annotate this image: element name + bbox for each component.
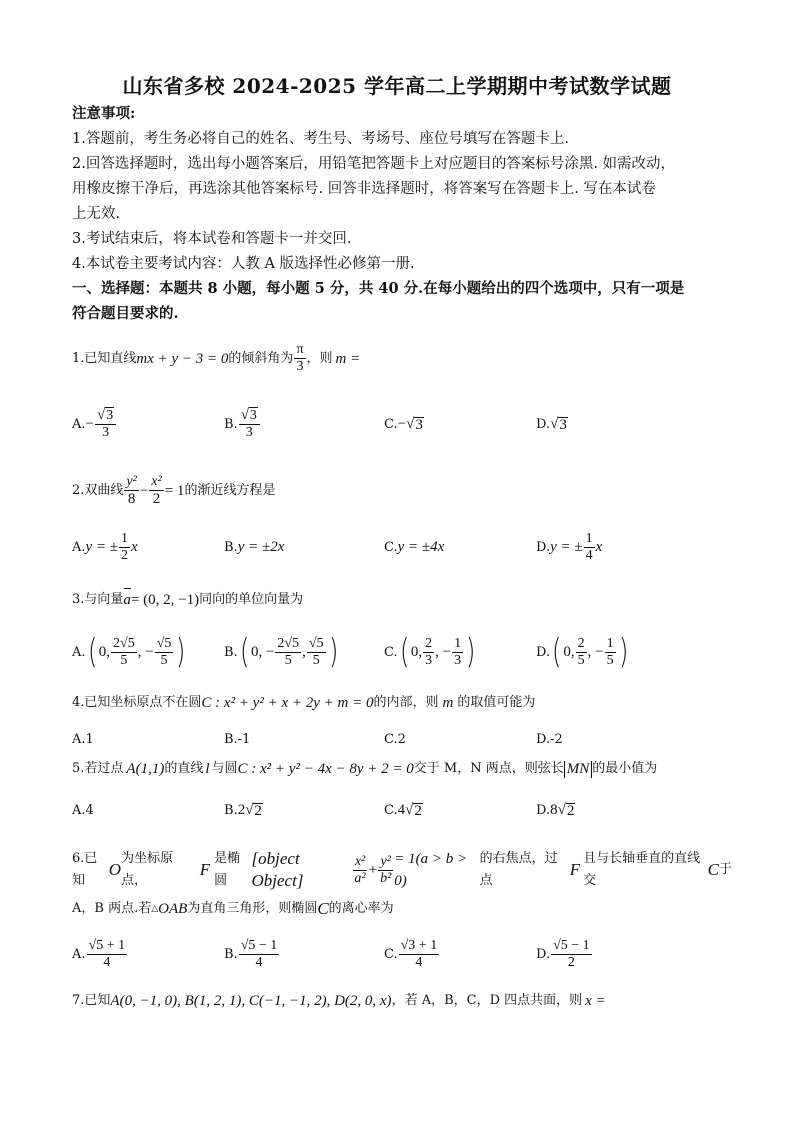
q3-option-c[interactable]: C. ( 0, $\frac{2}{3}$ , − $\frac{1}{3}$ ) bbox=[384, 632, 476, 672]
q1-option-d[interactable]: D. √ 3 bbox=[536, 415, 567, 433]
q1-options bbox=[72, 403, 732, 445]
q5-option-a[interactable]: A.4 bbox=[72, 802, 94, 818]
q4-option-b[interactable]: B.-1 bbox=[224, 731, 251, 747]
q1-option-a[interactable]: A. − √ 3 3 bbox=[72, 403, 117, 445]
question-6-cont: A，B 两点.若 △ OAB 为直角三角形，则椭圆 C 的离心率为 bbox=[72, 899, 394, 918]
q3-option-a[interactable]: A. ( 0, $\frac{2√5}{5}$ , − $\frac{√5}{5}$ ) bbox=[72, 632, 186, 672]
section-heading-cont: 符合题目要求的. bbox=[72, 305, 179, 322]
q5-options bbox=[72, 795, 732, 825]
q1-option-b[interactable]: B. √ 3 3 bbox=[224, 403, 261, 445]
vector-a: a bbox=[123, 589, 131, 611]
note-line: 用橡皮擦干净后，再选涂其他答案标号. 回答非选择题时，将答案写在答题卡上. 写在本试卷 bbox=[72, 181, 656, 197]
q4-option-c[interactable]: C.2 bbox=[384, 731, 406, 747]
q3-option-b[interactable]: B. ( 0, − $\frac{2√5}{5}$ , $\frac{√5}{5}$ ) bbox=[224, 632, 338, 672]
q6-option-d[interactable]: D. $\frac{√5 - 1}{2}$ bbox=[536, 937, 590, 970]
q4-option-a[interactable]: A.1 bbox=[72, 731, 94, 747]
section-heading: 一、选择题：本题共 8 小题，每小题 5 分，共 40 分.在每小题给出的四个选项中，只有一项是 bbox=[72, 280, 685, 297]
note-line: 3.考试结束后，将本试卷和答题卡一并交回. bbox=[72, 231, 352, 247]
q6-options bbox=[72, 932, 732, 976]
q6-option-b[interactable]: B. $\frac{√5 - 1}{4}$ bbox=[224, 937, 278, 970]
note-line: 上无效. bbox=[72, 206, 121, 222]
question-4: 4.已知坐标原点不在圆 C : x² + y² + x + 2y + m = 0 的内部，则 m 的取值可能为 bbox=[72, 695, 536, 711]
q5-option-c[interactable]: C. 4 √ 2 bbox=[384, 801, 422, 819]
chord-length: MN bbox=[564, 761, 593, 778]
q1-angle: $\frac{\pi}{3}$ bbox=[296, 342, 304, 374]
question-7: 7.已知 A(0, −1, 0), B(1, 2, 1), C(−1, −1, 2), D(2, 0, x) ，若 A，B，C，D 四点共面，则 x = bbox=[72, 993, 606, 1009]
q4-option-d[interactable]: D.-2 bbox=[536, 731, 563, 747]
q1-option-c[interactable]: C. − √ 3 bbox=[384, 415, 423, 433]
page-title: 山东省多校 2024-2025 学年高二上学期期中考试数学试题 bbox=[122, 74, 672, 98]
q2-option-d[interactable]: D. y = ± $\frac{1}{4}$ x bbox=[536, 530, 603, 563]
q6-option-c[interactable]: C. $\frac{√3 + 1}{4}$ bbox=[384, 937, 438, 970]
q5-option-b[interactable]: B. 2 √ 2 bbox=[224, 801, 262, 819]
note-line: 2.回答选择题时，选出每小题答案后，用铅笔把答题卡上对应题目的答案标号涂黑. 如需改动， bbox=[72, 156, 676, 172]
q1-equation: mx + y − 3 = 0 bbox=[136, 350, 229, 367]
question-6: 6.已知 O 为坐标原点， F 是椭圆 [object Object] $\frac{\text{x²}}{\text{a²}}$ + $\frac{\text{y²}}{\text{b²}}$ = 1(a > b > 0) 的右焦点，过点 F 且与长轴垂直的直线交 C 于 bbox=[72, 849, 732, 890]
q2-option-b[interactable]: B. y = ±2x bbox=[224, 538, 285, 555]
note-line: 4.本试卷主要考试内容：人教 A 版选择性必修第一册. bbox=[72, 256, 415, 272]
q2-options bbox=[72, 526, 732, 568]
question-1: 1.已知直线 mx + y − 3 = 0 的倾斜角为 $\frac{\pi}{3}$ ，则 m = bbox=[72, 342, 361, 374]
q2-option-a[interactable]: A. y = ± $\frac{1}{2}$ x bbox=[72, 530, 138, 563]
question-5: 5.若过点 A(1,1) 的直线 l 与圆 C : x² + y² − 4x − 8y + 2 = 0 交于 M，N 两点，则弦长 MN 的最小值为 bbox=[72, 760, 658, 777]
question-3: 3.与向量 a = (0, 2, −1) 同向的单位向量为 bbox=[72, 589, 732, 611]
q3-option-d[interactable]: D. ( 0, $\frac{2}{5}$ , − $\frac{1}{5}$ ) bbox=[536, 632, 628, 672]
q4-options bbox=[72, 728, 732, 750]
notes-heading: 注意事项: bbox=[72, 105, 136, 122]
q5-option-d[interactable]: D. 8 √ 2 bbox=[536, 801, 575, 819]
q3-options bbox=[72, 628, 732, 676]
question-2: 2.双曲线 $\frac{\text{y²}}{8}$ − $\frac{\text{x²}}{2}$ = 1 的渐近线方程是 bbox=[72, 474, 276, 507]
note-line: 1.答题前，考生务必将自己的姓名、考生号、考场号、座位号填写在答题卡上. bbox=[72, 131, 569, 147]
q2-option-c[interactable]: C. y = ±4x bbox=[384, 538, 445, 555]
q6-option-a[interactable]: A. $\frac{√5 + 1}{4}$ bbox=[72, 937, 126, 970]
